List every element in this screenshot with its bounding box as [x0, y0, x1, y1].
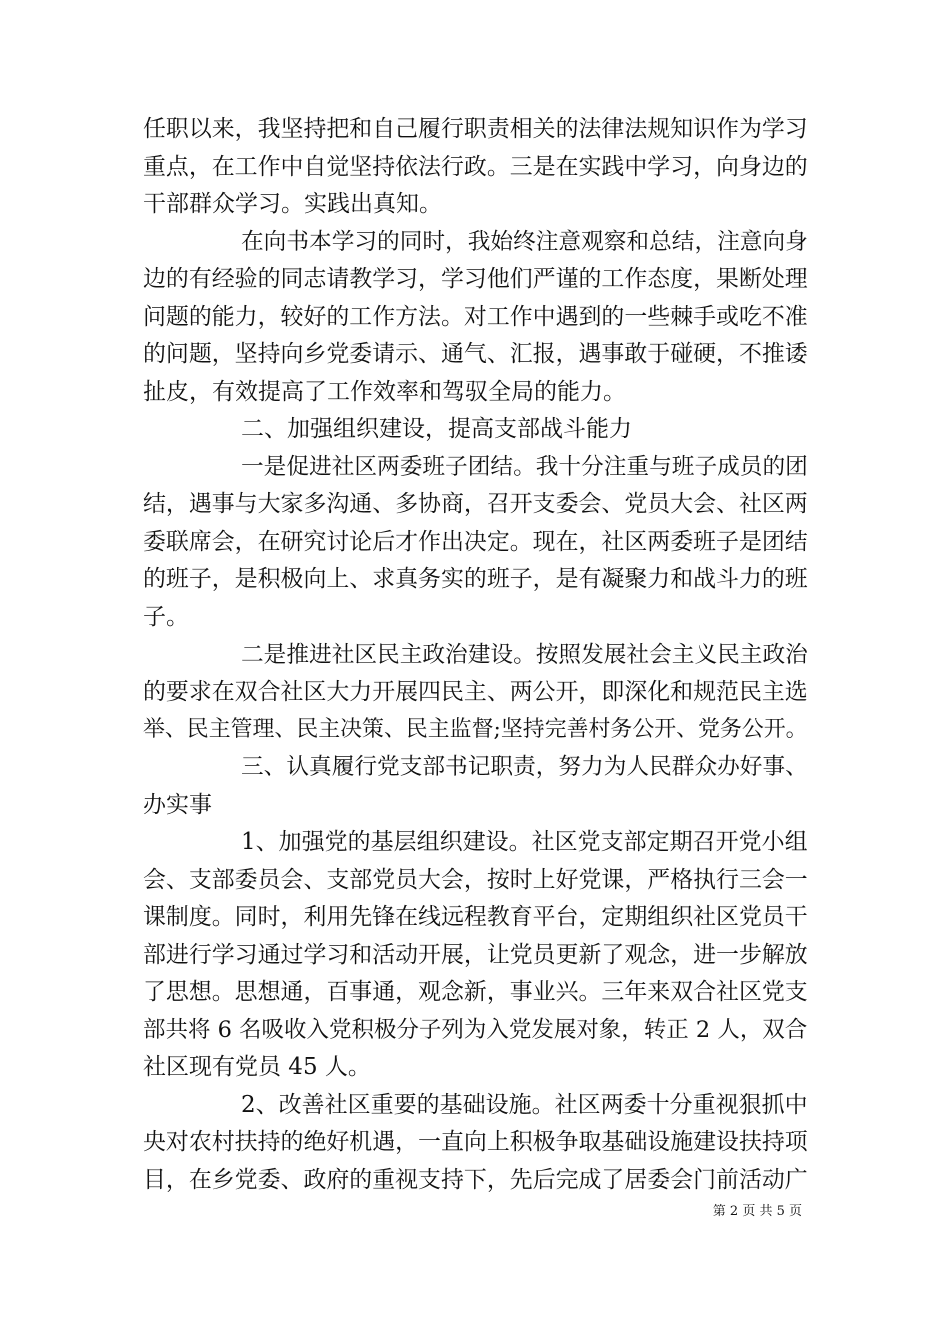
- section-heading: 三、认真履行党支部书记职责，努力为人民群众办好事、: [241, 754, 808, 780]
- page-number: 第 2 页 共 5 页: [712, 1204, 802, 1219]
- text-line: 部进行学习通过学习和活动开展，让党员更新了观念，进一步解放: [143, 942, 808, 968]
- text-line: 目，在乡党委、政府的重视支持下，先后完成了居委会门前活动广: [143, 1167, 808, 1193]
- text-line: 边的有经验的同志请教学习，学习他们严谨的工作态度，果断处理: [143, 266, 808, 292]
- text-line: 结，遇事与大家多沟通、多协商，召开支委会、党员大会、社区两: [143, 491, 808, 517]
- section-heading: 办实事: [143, 792, 212, 818]
- text-line: 1、加强党的基层组织建设。社区党支部定期召开党小组: [241, 829, 808, 855]
- section-heading: 二、加强组织建设，提高支部战斗能力: [241, 416, 632, 442]
- text-line: 扯皮，有效提高了工作效率和驾驭全局的能力。: [143, 379, 626, 405]
- text-line: 二是推进社区民主政治建设。按照发展社会主义民主政治: [241, 642, 808, 668]
- text-line: 重点，在工作中自觉坚持依法行政。三是在实践中学习，向身边的: [143, 154, 808, 180]
- text-line: 部共将 6 名吸收入党积极分子列为入党发展对象，转正 2 人，双合: [143, 1017, 808, 1043]
- text-line: 在向书本学习的同时，我始终注意观察和总结，注意向身: [241, 229, 808, 255]
- text-line: 一是促进社区两委班子团结。我十分注重与班子成员的团: [241, 454, 808, 480]
- text-line: 干部群众学习。实践出真知。: [143, 191, 442, 217]
- text-line: 央对农村扶持的绝好机遇，一直向上积极争取基础设施建设扶持项: [143, 1129, 808, 1155]
- text-line: 课制度。同时，利用先锋在线远程教育平台，定期组织社区党员干: [143, 904, 808, 930]
- text-line: 任职以来，我坚持把和自己履行职责相关的法律法规知识作为学习: [143, 116, 808, 142]
- text-line: 的要求在双合社区大力开展四民主、两公开，即深化和规范民主选: [143, 679, 808, 705]
- text-line: 问题的能力，较好的工作方法。对工作中遇到的一些棘手或吃不准: [143, 304, 808, 330]
- text-line: 2、改善社区重要的基础设施。社区两委十分重视狠抓中: [241, 1092, 808, 1118]
- text-line: 委联席会，在研究讨论后才作出决定。现在，社区两委班子是团结: [143, 529, 808, 555]
- text-line: 的问题，坚持向乡党委请示、通气、汇报，遇事敢于碰硬，不推诿: [143, 341, 808, 367]
- text-line: 子。: [143, 604, 189, 630]
- text-line: 的班子，是积极向上、求真务实的班子，是有凝聚力和战斗力的班: [143, 566, 808, 592]
- text-line: 会、支部委员会、支部党员大会，按时上好党课，严格执行三会一: [143, 867, 808, 893]
- text-line: 社区现有党员 45 人。: [143, 1054, 371, 1080]
- text-line: 举、民主管理、民主决策、民主监督;坚持完善村务公开、党务公开。: [143, 717, 808, 742]
- text-line: 了思想。思想通，百事通，观念新，事业兴。三年来双合社区党支: [143, 979, 808, 1005]
